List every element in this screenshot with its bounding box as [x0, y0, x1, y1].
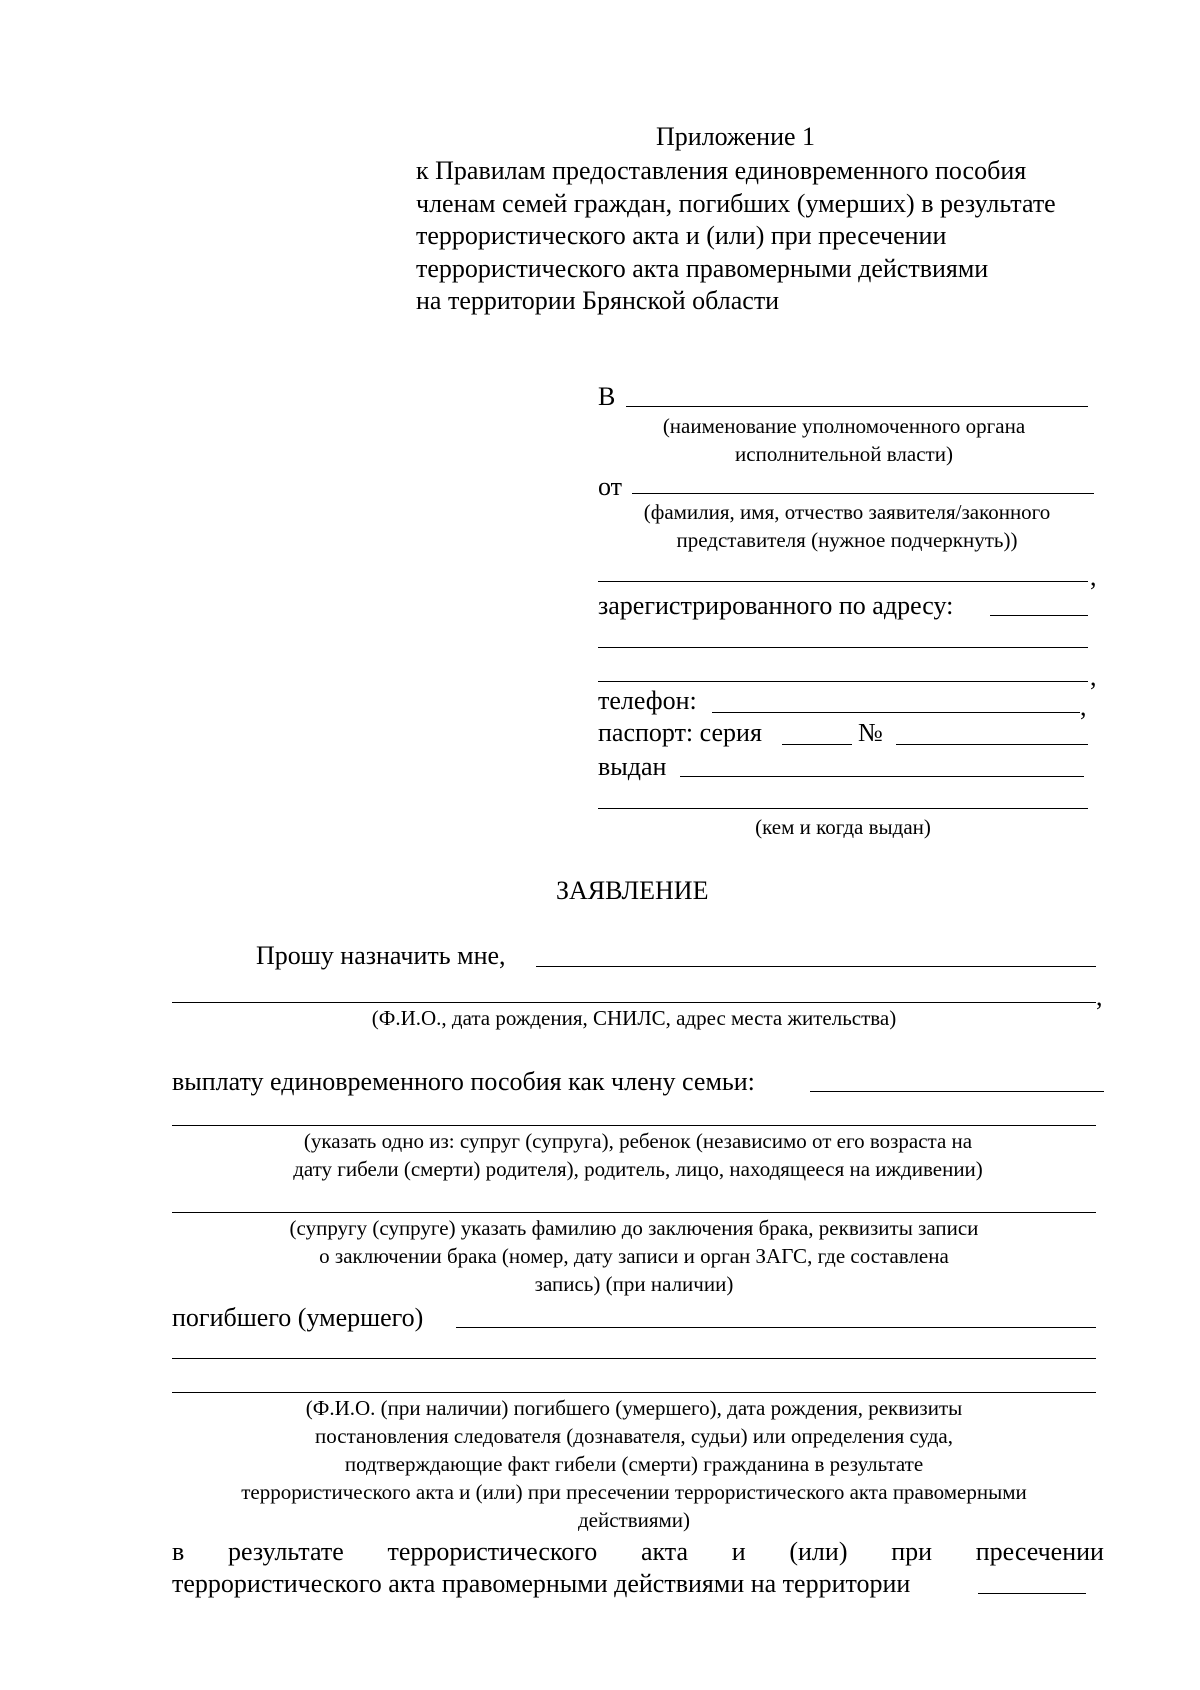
issued-field[interactable]: [680, 776, 1084, 777]
passport-series-label: паспорт: серия: [598, 718, 762, 747]
registered-address-field-3[interactable]: [598, 681, 1088, 682]
comma: ,: [1090, 562, 1097, 591]
issued-hint: (кем и когда выдан): [755, 815, 931, 839]
from-hint-line-1: (фамилия, имя, отчество заявителя/законного: [643, 500, 1051, 524]
deceased-hint-line-1: (Ф.И.О. (при наличии) погибшего (умершего), дата рождения, реквизиты: [305, 1396, 963, 1420]
deceased-hint-line-5: действиями): [577, 1508, 691, 1532]
appendix-line-1: к Правилам предоставления единовременного пособия: [416, 156, 1027, 185]
appendix-line-5: на территории Брянской области: [416, 286, 780, 315]
registered-address-label: зарегистрированного по адресу:: [598, 591, 954, 620]
request-field[interactable]: [536, 966, 1096, 967]
from-name-field-2[interactable]: [598, 581, 1088, 582]
registered-address-field[interactable]: [990, 615, 1088, 616]
appendix-line-4: террористического акта правомерными действиями: [416, 254, 989, 283]
from-name-field[interactable]: [632, 493, 1094, 494]
member-hint-line-1: (указать одно из: супруг (супруга), ребенок (независимо от его возраста на: [303, 1129, 973, 1153]
deceased-hint-line-2: постановления следователя (дознавателя, судьи) или определения суда,: [315, 1424, 953, 1448]
spouse-hint-line-2: о заключении брака (номер, дату записи и орган ЗАГС, где составлена: [319, 1244, 949, 1268]
deceased-hint-line-3: подтверждающие факт гибели (смерти) гражданина в результате: [344, 1452, 924, 1476]
spouse-hint-line-1: (супругу (супруге) указать фамилию до заключения брака, реквизиты записи: [289, 1216, 979, 1240]
result-word: (или): [789, 1537, 848, 1566]
from-hint-line-2: представителя (нужное подчеркнуть)): [676, 528, 1018, 552]
from-label: от: [598, 472, 623, 501]
to-authority-field[interactable]: [626, 406, 1088, 407]
result-line: [172, 1539, 1104, 1565]
issued-field-2[interactable]: [598, 808, 1088, 809]
result-word: акта: [640, 1537, 688, 1566]
request-hint: (Ф.И.О., дата рождения, СНИЛС, адрес места жительства): [371, 1006, 897, 1030]
result-word: при: [891, 1537, 933, 1566]
document-heading: ЗАЯВЛЕНИЕ: [556, 876, 709, 905]
issued-label: выдан: [598, 752, 667, 781]
request-field-2[interactable]: [172, 1002, 1096, 1003]
appendix-title: Приложение 1: [656, 122, 816, 151]
to-hint-line-1: (наименование уполномоченного органа: [662, 414, 1026, 438]
comma: ,: [1090, 662, 1097, 691]
deceased-label: погибшего (умершего): [172, 1303, 424, 1332]
result-word: террористического: [387, 1537, 598, 1566]
family-member-field-2[interactable]: [172, 1125, 1096, 1126]
phone-field[interactable]: [712, 712, 1080, 713]
appendix-line-3: террористического акта и (или) при пресечении: [416, 221, 947, 250]
result-word: результате: [228, 1537, 344, 1566]
result-word: в: [172, 1537, 185, 1566]
deceased-field[interactable]: [456, 1327, 1096, 1328]
request-label: Прошу назначить мне,: [256, 941, 506, 970]
passport-series-field[interactable]: [782, 744, 852, 745]
passport-number-sign: №: [858, 718, 883, 747]
family-member-field[interactable]: [810, 1091, 1104, 1092]
to-hint-line-2: исполнительной власти): [735, 442, 953, 466]
to-label: В: [598, 382, 616, 411]
deceased-hint-line-4: террористического акта и (или) при пресечении террористического акта правомерными: [241, 1480, 1027, 1504]
registered-address-field-2[interactable]: [598, 647, 1088, 648]
spouse-details-field[interactable]: [172, 1212, 1096, 1213]
appendix-line-2: членам семей граждан, погибших (умерших) в результате: [416, 189, 1056, 218]
deceased-field-3[interactable]: [172, 1392, 1096, 1393]
deceased-field-2[interactable]: [172, 1358, 1096, 1359]
comma: ,: [1080, 692, 1087, 721]
territory-label: террористического акта правомерными действиями на территории: [172, 1569, 911, 1598]
comma: ,: [1096, 982, 1103, 1011]
territory-field[interactable]: [978, 1593, 1086, 1594]
result-word: пресечении: [975, 1537, 1104, 1566]
payment-label: выплату единовременного пособия как члену семьи:: [172, 1067, 755, 1096]
result-word: и: [731, 1537, 746, 1566]
member-hint-line-2: дату гибели (смерти) родителя), родитель, лицо, находящееся на иждивении): [293, 1157, 983, 1181]
passport-number-field[interactable]: [896, 744, 1088, 745]
phone-label: телефон:: [598, 686, 697, 715]
spouse-hint-line-3: запись) (при наличии): [534, 1272, 734, 1296]
